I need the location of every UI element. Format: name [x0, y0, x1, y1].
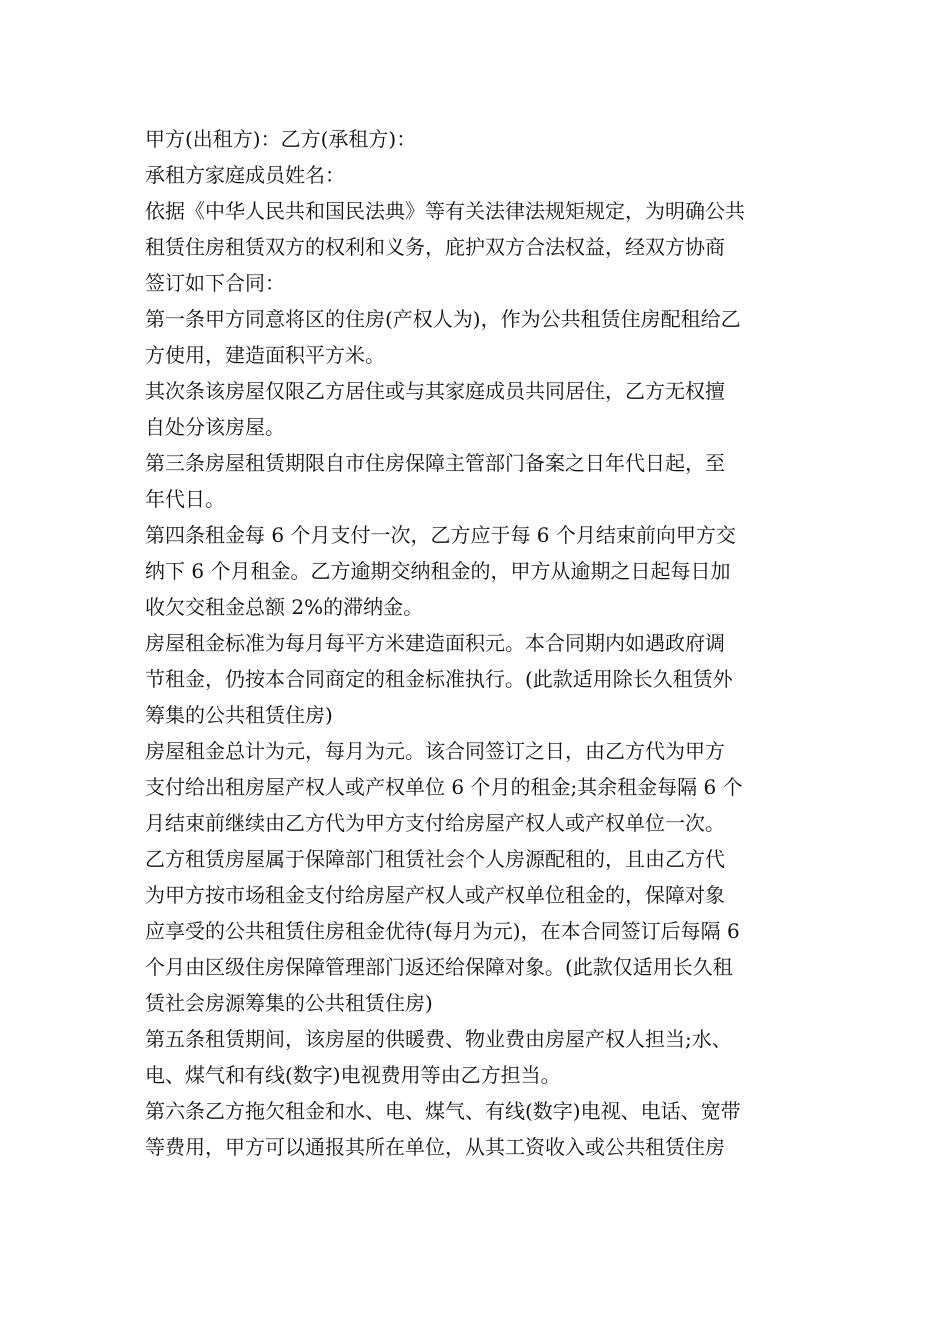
- paragraph-article-3: [145, 445, 810, 517]
- text-line: 支付给出租房屋产权人或产权单位 6 个月的租金;其余租金每隔 6 个: [145, 775, 743, 799]
- text-line: 电、煤气和有线(数字)电视费用等由乙方担当。: [145, 1063, 561, 1087]
- text-line: 其次条该房屋仅限乙方居住或与其家庭成员共同居住，乙方无权擅: [145, 379, 725, 403]
- text-line: 乙方租赁房屋属于保障部门租赁社会个人房源配租的，且由乙方代: [145, 847, 725, 871]
- text-line: 应享受的公共租赁住房租金优待(每月为元)，在本合同签订后每隔 6: [145, 919, 740, 943]
- paragraph-rent-total: [145, 733, 810, 841]
- text-line: 赁社会房源筹集的公共租赁住房): [145, 991, 433, 1015]
- text-line: 签订如下合同：: [145, 271, 285, 295]
- text-line: 收欠交租金总额 2%的滞纳金。: [145, 595, 424, 619]
- text-line: 第六条乙方拖欠租金和水、电、煤气、有线(数字)电视、电话、宽带: [145, 1099, 741, 1123]
- paragraph-article-2: [145, 373, 810, 445]
- text-line: 等费用，甲方可以通报其所在单位，从其工资收入或公共租赁住房: [145, 1135, 725, 1159]
- text-line: 月结束前继续由乙方代为甲方支付给房屋产权人或产权单位一次。: [145, 811, 725, 835]
- text-line: 筹集的公共租赁住房): [145, 703, 333, 727]
- paragraph-rent-standard: [145, 625, 810, 733]
- text-line: 纳下 6 个月租金。乙方逾期交纳租金的，甲方从逾期之日起每日加: [145, 559, 731, 583]
- paragraph-rent-subsidy: [145, 841, 810, 1021]
- text-line: 为甲方按市场租金支付给房屋产权人或产权单位租金的，保障对象: [145, 883, 725, 907]
- text-line: 第三条房屋租赁期限自市住房保障主管部门备案之日年代日起，至: [145, 451, 725, 475]
- text-line: 个月由区级住房保障管理部门返还给保障对象。(此款仅适用长久租: [145, 955, 733, 979]
- paragraph-parties: [145, 121, 810, 157]
- text-line: 第一条甲方同意将区的住房(产权人为)，作为公共租赁住房配租给乙: [145, 307, 741, 331]
- text-line: 年代日。: [145, 487, 225, 511]
- document-page: [145, 121, 810, 1165]
- text-line: 房屋租金总计为元，每月为元。该合同签订之日，由乙方代为甲方: [145, 739, 725, 763]
- paragraph-preamble: [145, 193, 810, 301]
- text-line: 租赁住房租赁双方的权利和义务，庇护双方合法权益，经双方协商: [145, 235, 725, 259]
- text-line: 依据《中华人民共和国民法典》等有关法律法规矩规定，为明确公共: [145, 199, 745, 223]
- text-line: 第五条租赁期间，该房屋的供暖费、物业费由房屋产权人担当;水、: [145, 1027, 732, 1051]
- text-line: 承租方家庭成员姓名：: [145, 163, 345, 187]
- paragraph-article-4: [145, 517, 810, 625]
- text-line: 方使用，建造面积平方米。: [145, 343, 385, 367]
- paragraph-article-1: [145, 301, 810, 373]
- paragraph-family-members: [145, 157, 810, 193]
- text-line: 甲方(出租方)：乙方(承租方)：: [145, 127, 417, 151]
- paragraph-article-6: [145, 1093, 810, 1165]
- text-line: 房屋租金标准为每月每平方米建造面积元。本合同期内如遇政府调: [145, 631, 725, 655]
- paragraph-article-5: [145, 1021, 810, 1093]
- text-line: 节租金，仍按本合同商定的租金标准执行。(此款适用除长久租赁外: [145, 667, 733, 691]
- text-line: 自处分该房屋。: [145, 415, 285, 439]
- text-line: 第四条租金每 6 个月支付一次，乙方应于每 6 个月结束前向甲方交: [145, 523, 736, 547]
